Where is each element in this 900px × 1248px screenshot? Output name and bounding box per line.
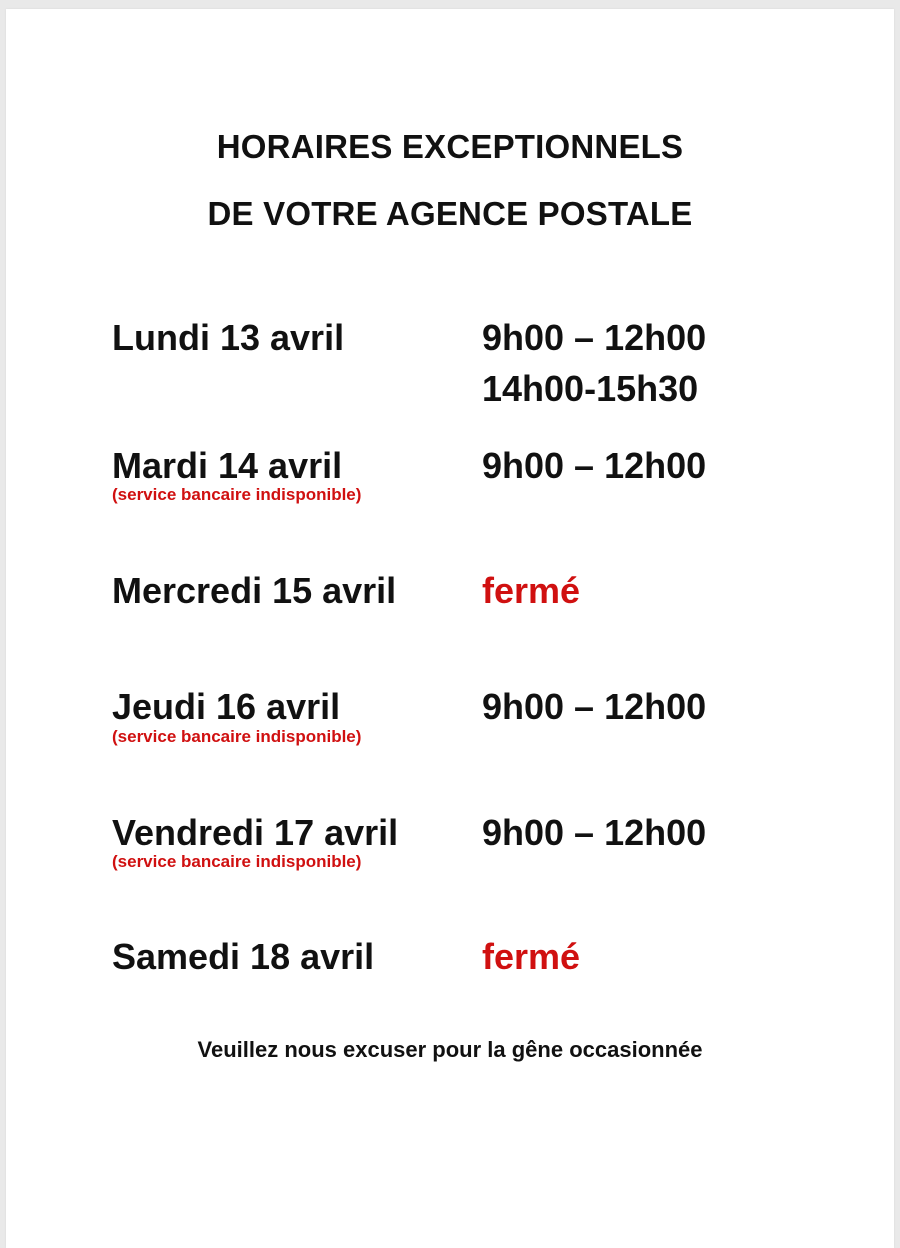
hours-tuesday: 9h00 – 12h00 bbox=[482, 445, 707, 486]
day-thursday: Jeudi 16 avril bbox=[112, 686, 341, 727]
note-tuesday: (service bancaire indisponible) bbox=[112, 485, 362, 504]
hours-friday: 9h00 – 12h00 bbox=[482, 812, 707, 853]
note-friday: (service bancaire indisponible) bbox=[112, 852, 362, 871]
title-line-1: HORAIRES EXCEPTIONNELS bbox=[216, 128, 684, 165]
hours-wednesday-closed: fermé bbox=[482, 570, 581, 611]
notice-sheet bbox=[6, 9, 894, 1248]
day-tuesday: Mardi 14 avril bbox=[112, 445, 343, 486]
hours-monday-afternoon: 14h00-15h30 bbox=[482, 368, 699, 409]
title-line-2: DE VOTRE AGENCE POSTALE bbox=[207, 195, 693, 232]
hours-saturday-closed: fermé bbox=[482, 936, 581, 977]
hours-thursday: 9h00 – 12h00 bbox=[482, 686, 707, 727]
day-monday: Lundi 13 avril bbox=[112, 317, 345, 358]
hours-monday-morning: 9h00 – 12h00 bbox=[482, 317, 707, 358]
day-wednesday: Mercredi 15 avril bbox=[112, 570, 397, 611]
day-saturday: Samedi 18 avril bbox=[112, 936, 375, 977]
apology-footer: Veuillez nous excuser pour la gêne occasionnée bbox=[197, 1037, 703, 1062]
day-friday: Vendredi 17 avril bbox=[112, 812, 399, 853]
note-thursday: (service bancaire indisponible) bbox=[112, 727, 362, 746]
